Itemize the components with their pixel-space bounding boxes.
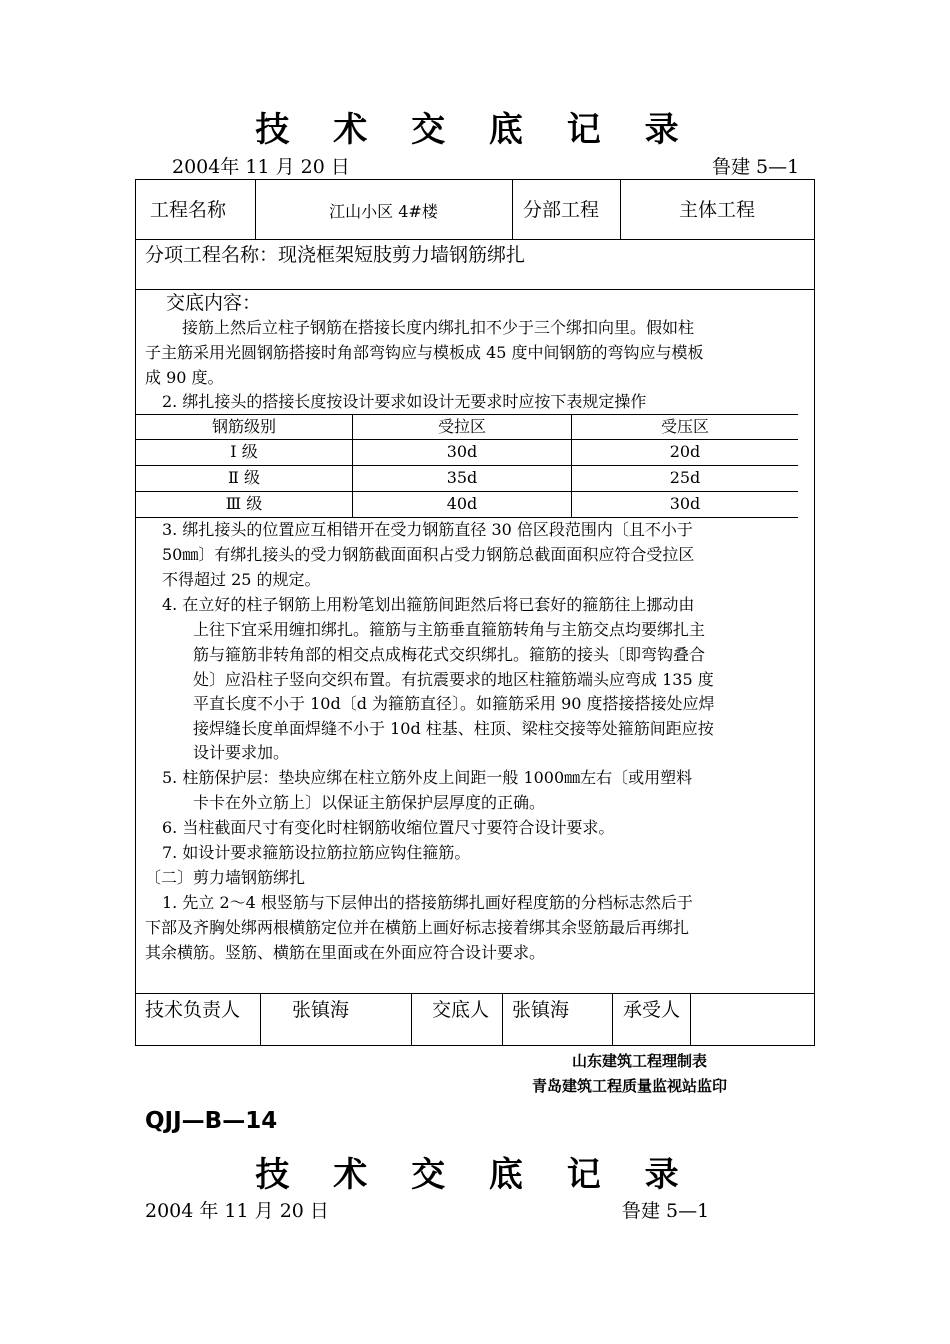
receiver-label: 承受人 <box>623 999 681 1021</box>
table-cell: 30d <box>669 494 701 513</box>
table-header: 钢筋级别 <box>211 417 276 436</box>
project-name-label: 工程名称 <box>150 199 227 221</box>
table-cell: 30d <box>446 442 478 461</box>
record-date: 2004年 11 月 20 日 <box>172 156 350 178</box>
discloser-label: 交底人 <box>432 999 490 1021</box>
content-line: 成 90 度。 <box>145 368 224 387</box>
content-line: 上往下宜采用缠扣绑扎。箍筋与主筋垂直箍筋转角与主筋交点均要绑扎主 <box>193 620 706 639</box>
discloser-value: 张镇海 <box>512 999 570 1021</box>
project-name-value: 江山小区 4#楼 <box>329 202 438 221</box>
content-line: 5. 柱筋保护层：垫块应绑在柱立筋外皮上间距一般 1000㎜左右〔或用塑料 <box>162 768 693 787</box>
content-line: 50㎜〕有绑扎接头的受力钢筋截面面积占受力钢筋总截面面积应符合受拉区 <box>162 545 695 564</box>
form-code: QJJ—B—14 <box>145 1108 278 1134</box>
content-line: 下部及齐胸处绑两根横筋定位并在横筋上画好标志接着绑其余竖筋最后再绑扎 <box>145 918 690 937</box>
content-line: 接焊缝长度单面焊缝不小于 10d 柱基、柱顶、梁柱交接等处箍筋间距应按 <box>193 719 714 738</box>
division-value: 主体工程 <box>678 199 755 221</box>
content-line: 设计要求加。 <box>193 743 290 762</box>
subitem-name: 分项工程名称：现浇框架短肢剪力墙钢筋绑扎 <box>145 244 526 266</box>
table-cell: 25d <box>669 468 701 487</box>
tech-lead-label: 技术负责人 <box>145 999 241 1021</box>
record-date-2: 2004 年 11 月 20 日 <box>145 1200 329 1222</box>
content-line: 不得超过 25 的规定。 <box>162 570 321 589</box>
content-label: 交底内容： <box>166 292 262 314</box>
form-number: 鲁建 5—1 <box>712 156 800 178</box>
form-number-2: 鲁建 5—1 <box>622 1200 710 1222</box>
table-header: 受压区 <box>660 417 709 436</box>
content-line: 其余横筋。竖筋、横筋在里面或在外面应符合设计要求。 <box>145 943 546 962</box>
footer-maker: 山东建筑工程理制表 <box>572 1052 708 1070</box>
content-line: 7. 如设计要求箍筋设拉筋拉筋应钩住箍筋。 <box>162 843 471 862</box>
content-line: 子主筋采用光圆钢筋搭接时角部弯钩应与模板成 45 度中间钢筋的弯钩应与模板 <box>145 343 704 362</box>
content-line: 筋与箍筋非转角部的相交点成梅花式交织绑扎。箍筋的接头〔即弯钩叠合 <box>193 645 706 664</box>
content-line: 3. 绑扎接头的位置应互相错开在受力钢筋直径 30 倍区段范围内〔且不小于 <box>162 520 693 539</box>
page-title: 技 术 交 底 记 录 <box>255 110 695 150</box>
content-line: 6. 当柱截面尺寸有变化时柱钢筋收缩位置尺寸要符合设计要求。 <box>162 818 615 837</box>
table-cell: Ⅱ 级 <box>228 468 260 487</box>
table-cell: 20d <box>669 442 701 461</box>
content-line: 接筋上然后立柱子钢筋在搭接长度内绑扎扣不少于三个绑扣向里。假如柱 <box>182 318 695 337</box>
table-header: 受拉区 <box>437 417 486 436</box>
division-label: 分部工程 <box>523 199 600 221</box>
content-line: 处〕应沿柱子竖向交织布置。有抗震要求的地区柱箍筋端头应弯成 135 度 <box>193 670 714 689</box>
table-cell: Ⅲ 级 <box>225 494 263 513</box>
content-line: 4. 在立好的柱子钢筋上用粉笔划出箍筋间距然后将已套好的箍筋往上挪动由 <box>162 595 695 614</box>
table-cell: 35d <box>446 468 478 487</box>
section-heading: 〔二〕剪力墙钢筋绑扎 <box>145 868 306 887</box>
tech-lead-value: 张镇海 <box>292 999 350 1021</box>
content-line: 1. 先立 2～4 根竖筋与下层伸出的搭接筋绑扎画好程度筋的分档标志然后于 <box>162 893 693 912</box>
content-line: 平直长度不小于 10d〔d 为箍筋直径〕。如箍筋采用 90 度搭接搭接处应焊 <box>193 694 715 713</box>
table-cell: Ⅰ 级 <box>230 442 258 461</box>
footer-supervisor: 青岛建筑工程质量监视站监印 <box>532 1077 728 1095</box>
content-line: 卡卡在外立筋上〕以保证主筋保护层厚度的正确。 <box>193 793 546 812</box>
page-title-2: 技 术 交 底 记 录 <box>255 1155 695 1195</box>
content-line: 2. 绑扎接头的搭接长度按设计要求如设计无要求时应按下表规定操作 <box>162 392 647 411</box>
table-cell: 40d <box>446 494 478 513</box>
